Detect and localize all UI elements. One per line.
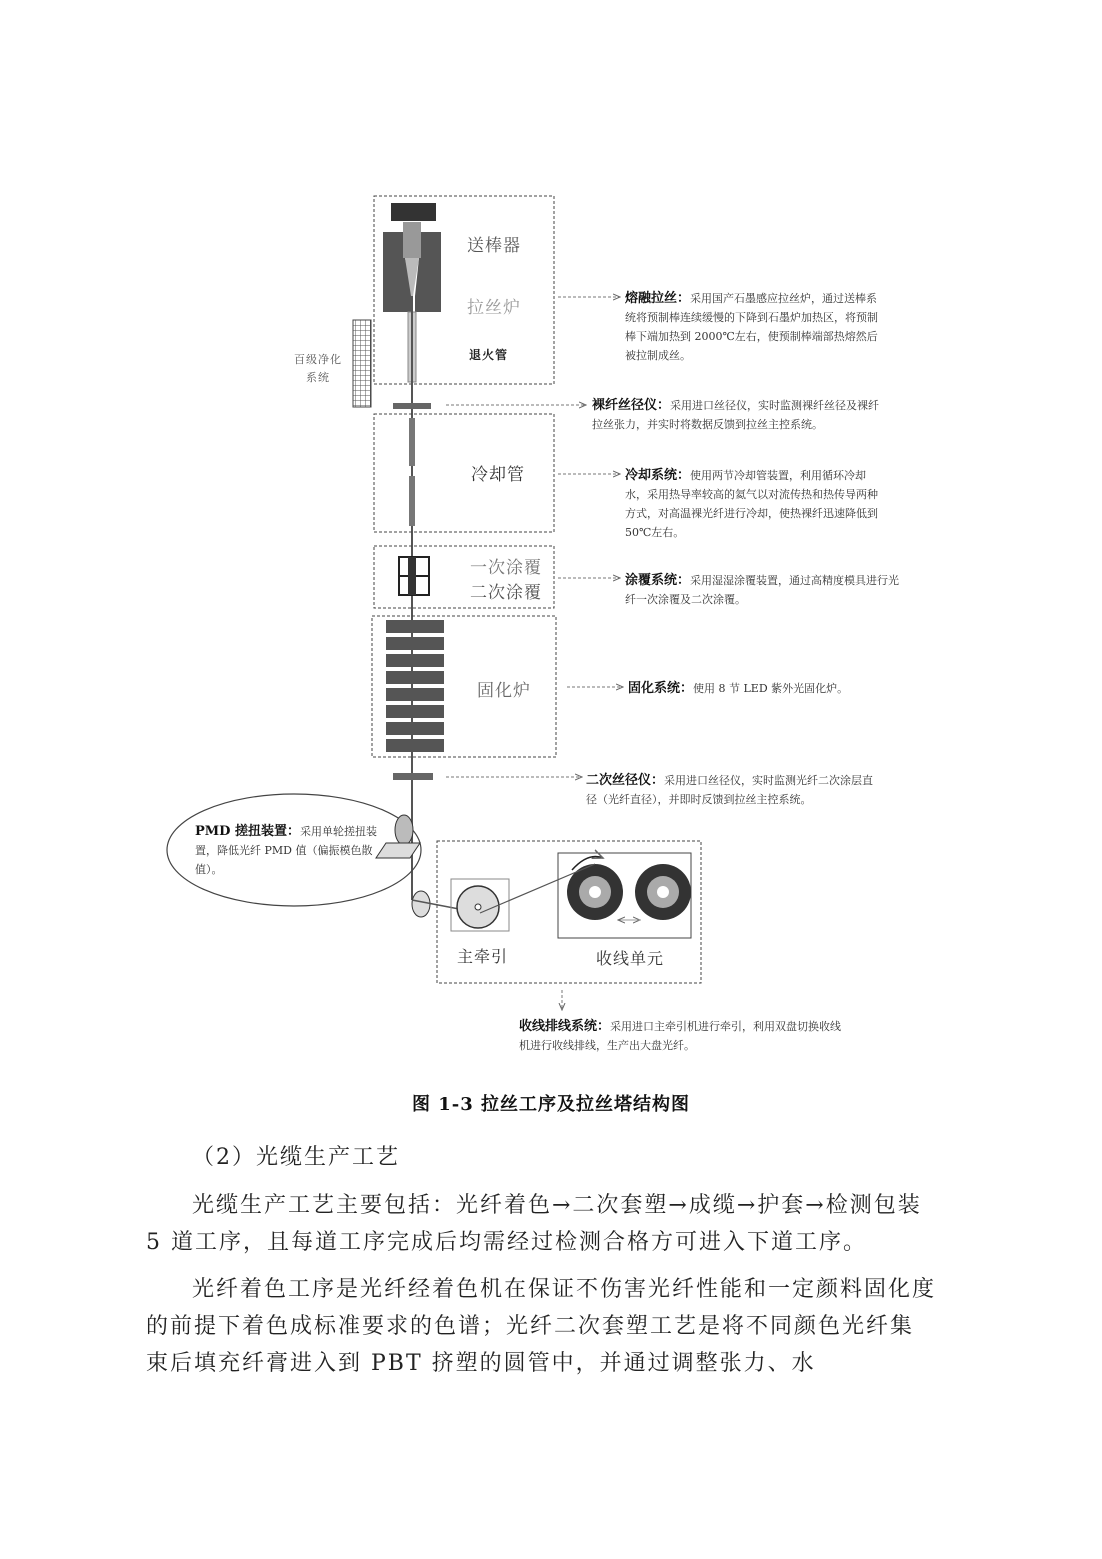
feeder-block	[391, 203, 436, 221]
pmd-wheel	[395, 815, 413, 845]
clean-room-grid	[353, 320, 371, 407]
figure-caption: 图 1-3 拉丝工序及拉丝塔结构图	[411, 1094, 691, 1115]
label-second-coat: 二次涂覆	[470, 583, 542, 603]
cooling-box	[374, 414, 554, 532]
label-curing-furnace: 固化炉	[477, 681, 531, 701]
label-feeder: 送棒器	[467, 236, 521, 256]
annotation-curing: 固化系统：使用 8 节 LED 紫外光固化炉。	[628, 681, 849, 696]
annotation-second-gauge: 二次丝径仪：采用进口丝径仪，实时监测光纤二次涂层直径（光纤直径），并即时反馈到拉丝主控系统。	[586, 773, 874, 806]
label-furnace: 拉丝炉	[467, 298, 521, 318]
second-gauge	[393, 773, 433, 780]
annotation-coating: 涂覆系统：采用湿湿涂覆装置，通过高精度模具进行光纤一次涂覆及二次涂覆。	[625, 573, 900, 606]
annotation-bare-gauge: 裸纤丝径仪：采用进口丝径仪，实时监测裸纤丝径及裸纤拉丝张力，并实时将数据反馈到拉丝主控系统。	[592, 398, 880, 431]
pmd-plate	[376, 843, 420, 858]
paragraph-1: 光缆生产工艺主要包括：光纤着色→二次套塑→成缆→护套→检测包装 5 道工序，且每道工序完成后均需经过检测合格方可进入下道工序。	[146, 1193, 922, 1255]
label-takeup-unit: 收线单元	[596, 949, 665, 968]
label-first-coat: 一次涂覆	[470, 558, 542, 578]
label-anneal: 退火管	[469, 348, 509, 362]
label-clean-room: 百级净化系统	[294, 353, 342, 384]
bare-gauge	[393, 403, 431, 409]
paragraph-2: 光纤着色工序是光纤经着色机在保证不伤害光纤性能和一定颜料固化度的前提下着色成标准要求的色谱；光纤二次套塑工艺是将不同颜色光纤集束后填充纤膏进入到 PBT 挤塑的圆管中，并通过调整张力、水	[146, 1277, 937, 1376]
section-heading: （2）光缆生产工艺	[192, 1145, 400, 1170]
annotation-melt: 熔融拉丝：采用国产石墨感应拉丝炉，通过送棒系统将预制棒连续缓慢的下降到石墨炉加热区，将预制棒下端加热到 2000℃左右，使预制棒端部热熔然后被拉制成丝。	[625, 291, 878, 362]
guide-pulley	[412, 891, 430, 917]
label-main-capstan: 主牵引	[457, 947, 509, 966]
annotation-takeup: 收线排线系统：采用进口主牵引机进行牵引，利用双盘切换收线机进行收线排线，生产出大盘光纤。	[519, 1019, 842, 1052]
annotation-cooling: 冷却系统：使用两节冷却管装置，利用循环冷却水，采用热导率较高的氦气以对流传热和热传导两种方式，对高温裸光纤进行冷却，使热裸纤迅速降低到 50℃左右。	[625, 468, 878, 539]
annotation-pmd: PMD 搓扭装置：采用单轮搓扭装置，降低光纤 PMD 值（偏振模色散值）。	[195, 824, 377, 876]
label-cooling-tube: 冷却管	[471, 465, 525, 485]
body-text	[146, 1187, 936, 1382]
curing-lamps	[386, 620, 444, 752]
